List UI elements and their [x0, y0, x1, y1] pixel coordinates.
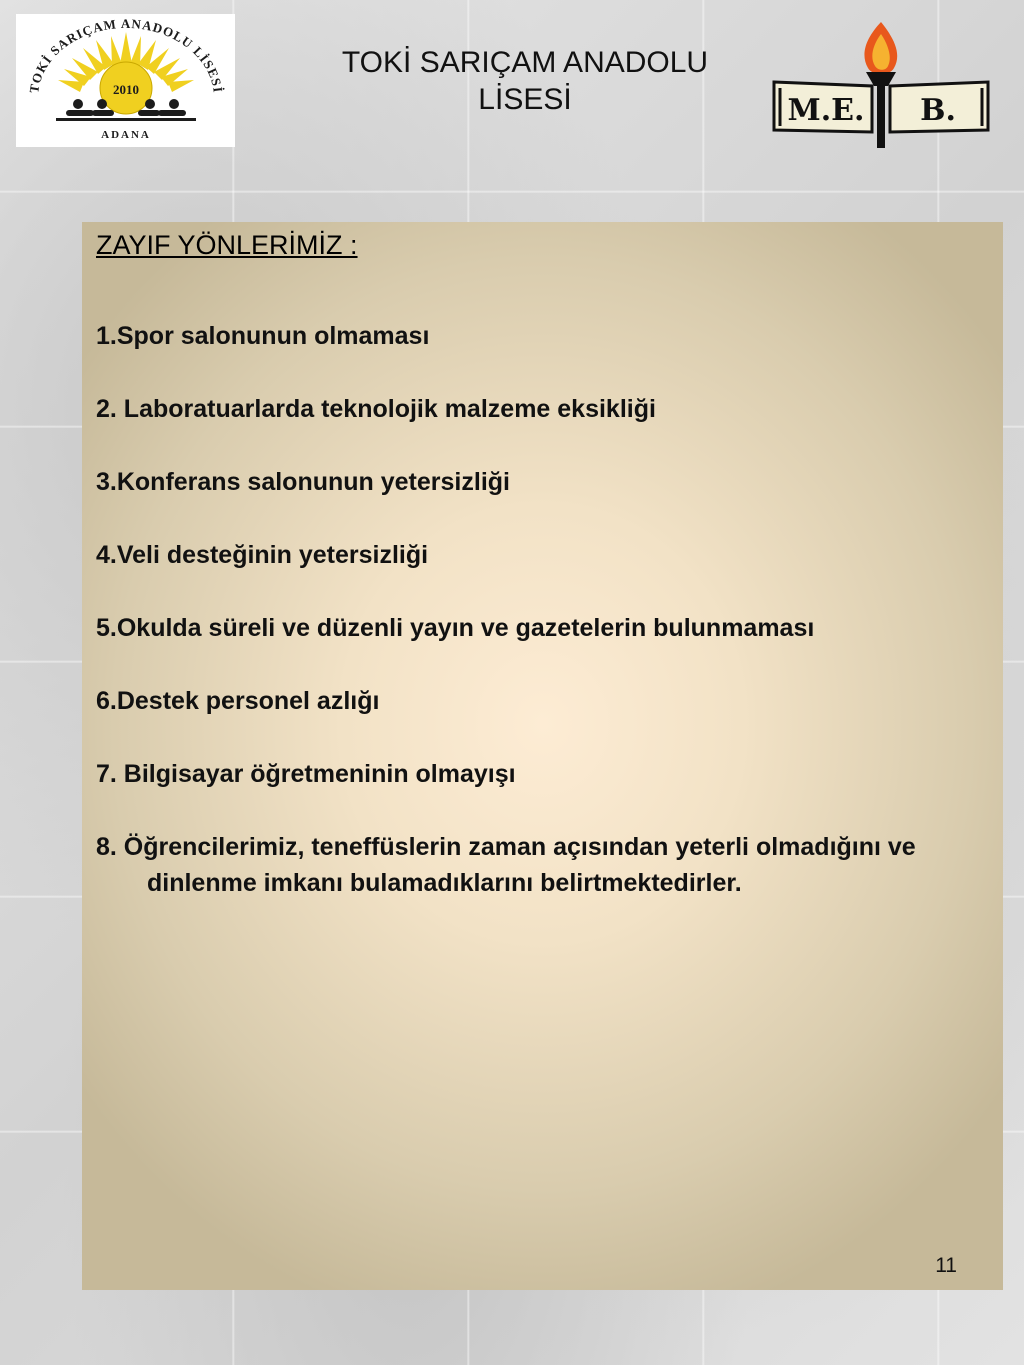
torch-book-icon	[768, 16, 994, 152]
content-panel	[82, 222, 1003, 1290]
page-title-line1: TOKİ SARIÇAM ANADOLU	[341, 46, 709, 79]
list-item: 1.Spor salonunun olmaması	[96, 322, 430, 350]
flame-icon	[864, 22, 897, 74]
page-title	[290, 44, 760, 118]
meb-logo-text-right: B.	[920, 93, 956, 128]
meb-logo-text-left: M.E.	[787, 93, 865, 128]
meb-logo	[768, 16, 994, 152]
list-item: 6.Destek personel azlığı	[96, 687, 380, 715]
school-logo	[16, 14, 235, 147]
school-logo-arc-text: TOKİ SARIÇAM ANADOLU LİSESİ	[26, 15, 226, 95]
page-title-line2: LİSESİ	[478, 83, 572, 116]
list-item: 3.Konferans salonunun yetersizliği	[96, 468, 510, 496]
list-item: 2. Laboratuarlarda teknolojik malzeme eksikliği	[96, 395, 656, 423]
school-logo-year: 2010	[113, 82, 139, 97]
school-logo-city: ADANA	[101, 129, 151, 141]
list-item: 5.Okulda süreli ve düzenli yayın ve gazetelerin bulunmaması	[96, 614, 815, 642]
list-item: 4.Veli desteğinin yetersizliği	[96, 541, 429, 569]
page-number: 11	[935, 1254, 957, 1277]
sun-emblem-icon	[16, 14, 235, 147]
list-item: 7. Bilgisayar öğretmeninin olmayışı	[96, 760, 516, 788]
list-item: 8. Öğrencilerimiz, teneffüslerin zaman açısından yeterli olmadığını ve dinlenme imkanı bulamadıklarını belirtmektedirler.	[96, 833, 916, 897]
panel-heading: ZAYIF YÖNLERİMİZ :	[96, 230, 358, 260]
